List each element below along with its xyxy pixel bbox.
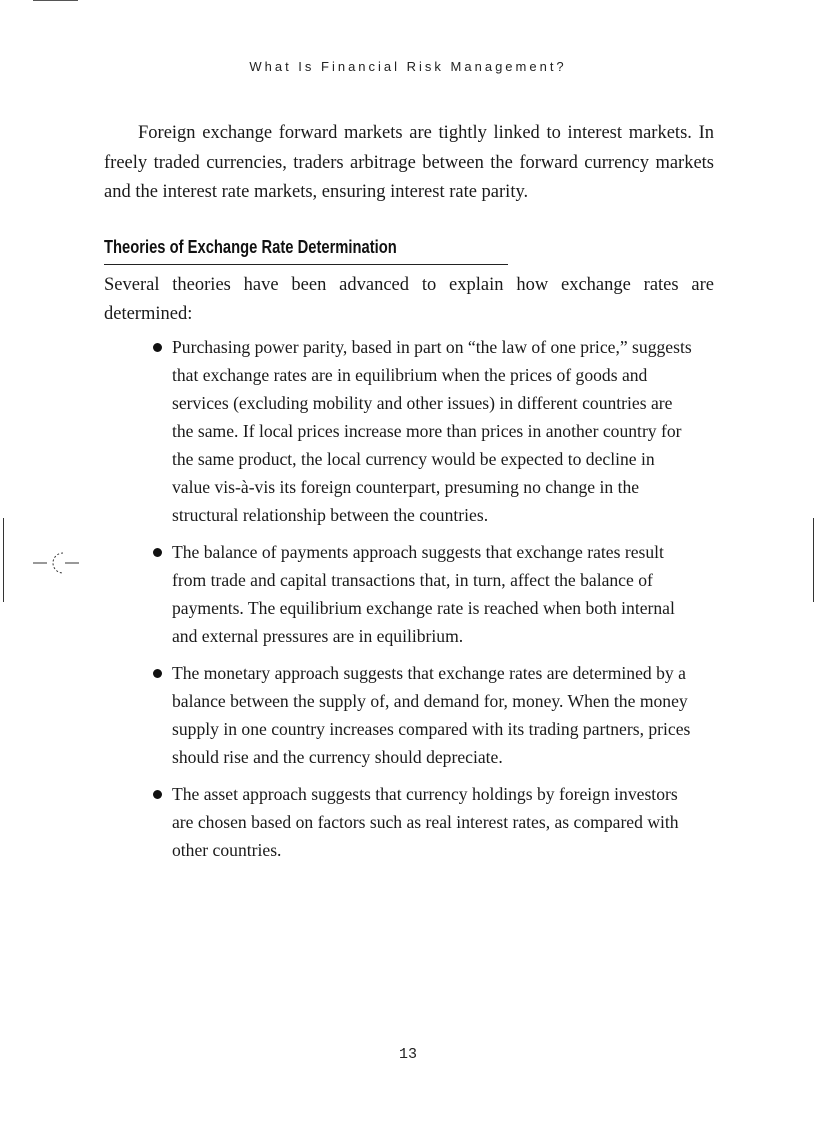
bullet-icon	[153, 343, 162, 352]
section-heading: Theories of Exchange Rate Determination	[104, 236, 397, 257]
right-margin-mark	[813, 518, 814, 602]
crop-mark-icon	[33, 550, 79, 576]
list-item-text: Purchasing power parity, based in part on “the law of one price,” suggests that exchange rates are in equilibrium when the prices of goods and services (excluding mobility and other issues) in different countries are the same. If local prices increase more than prices in another country for the same product, the local currency would be expected to decline in value vis-à-vis its foreign counterpart, presuming no change in the structural relationship between the countries.	[172, 336, 692, 525]
theories-list	[104, 333, 694, 864]
running-head: What Is Financial Risk Management?	[249, 59, 567, 74]
list-item	[172, 538, 694, 650]
heading-underline	[104, 264, 508, 265]
section-lead-paragraph: Several theories have been advanced to explain how exchange rates are determined:	[104, 274, 714, 324]
left-margin-mark	[3, 518, 4, 602]
bullet-icon	[153, 669, 162, 678]
page-body	[104, 119, 714, 873]
intro-paragraph: Foreign exchange forward markets are tightly linked to interest markets. In freely traded currencies, traders arbitrage between the forward currency markets and the interest rate markets, ensuring interest rate parity.	[104, 123, 714, 202]
page-number: 13	[398, 1046, 417, 1063]
list-item-text: The asset approach suggests that currency holdings by foreign investors are chosen based on factors such as real interest rates, as compared with other countries.	[172, 783, 679, 860]
list-item	[172, 780, 694, 864]
list-item-text: The balance of payments approach suggests that exchange rates result from trade and capital transactions that, in turn, affect the balance of payments. The equilibrium exchange rate is reached when both internal and external pressures are in equilibrium.	[172, 541, 675, 646]
bullet-icon	[153, 548, 162, 557]
list-item	[172, 333, 694, 529]
list-item	[172, 659, 694, 771]
top-rule	[33, 0, 78, 1]
list-item-text: The monetary approach suggests that exchange rates are determined by a balance between the supply of, and demand for, money. When the money supply in one country increases compared with its trading partners, prices should rise and the currency should depreciate.	[172, 662, 691, 767]
bullet-icon	[153, 790, 162, 799]
